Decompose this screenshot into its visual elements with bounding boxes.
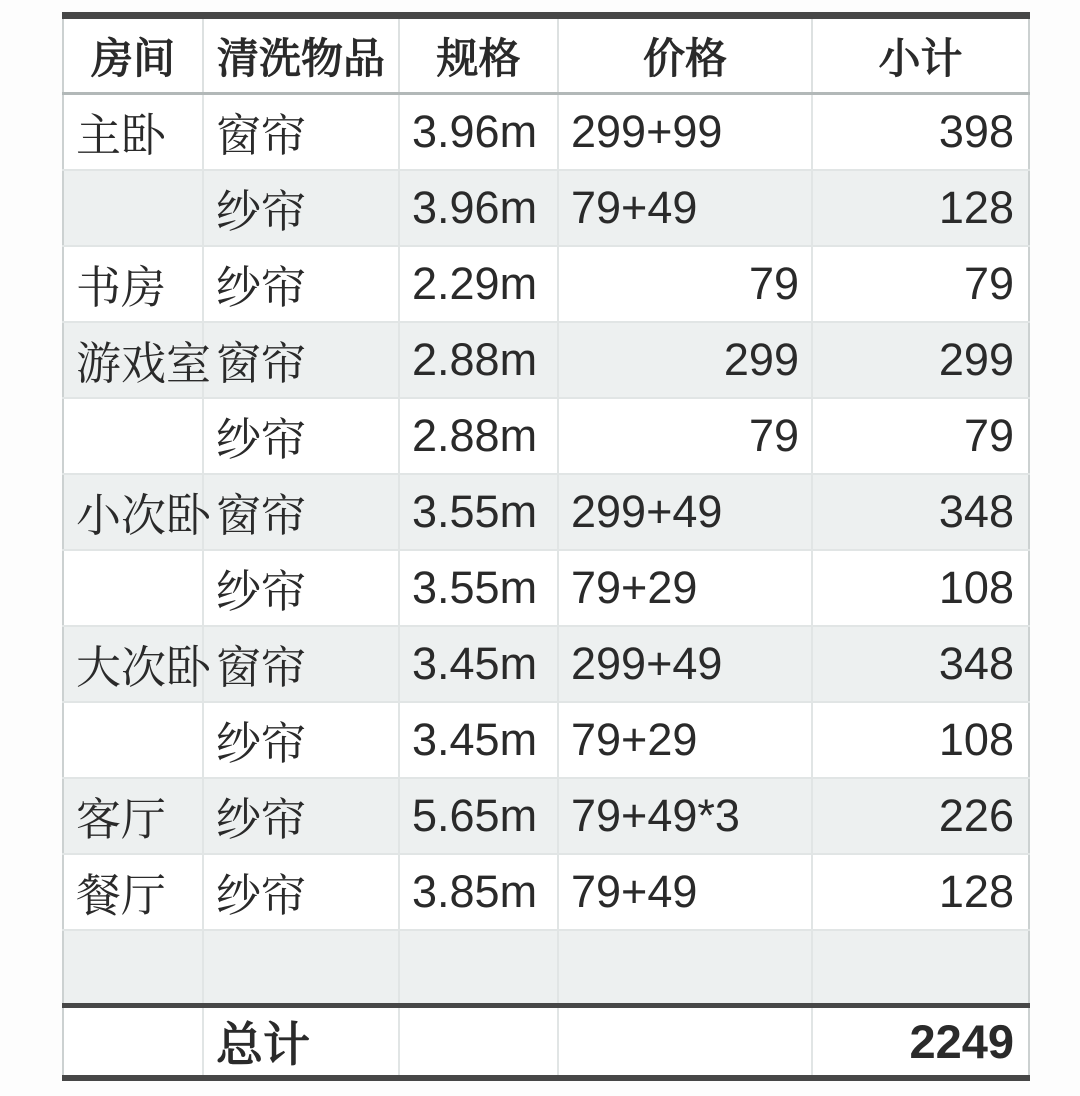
cell-price — [558, 930, 812, 1006]
cell-item — [203, 930, 399, 1006]
cell-room: 书房 — [63, 246, 203, 322]
table-row — [63, 778, 1029, 854]
cell-subtotal: 348 — [812, 626, 1029, 702]
curtain-cleaning-cost-table — [62, 12, 1028, 1081]
total-label: 总计 — [203, 1006, 399, 1079]
cell-room: 客厅 — [63, 778, 203, 854]
table-footer — [63, 1006, 1029, 1079]
cell-price: 79+49*3 — [558, 778, 812, 854]
cell-subtotal: 299 — [812, 322, 1029, 398]
total-row — [63, 1006, 1029, 1079]
cell-item: 纱帘 — [203, 246, 399, 322]
table-row — [63, 702, 1029, 778]
cell-item: 纱帘 — [203, 778, 399, 854]
cell-item: 窗帘 — [203, 474, 399, 550]
cell-item: 纱帘 — [203, 550, 399, 626]
cell-subtotal: 108 — [812, 702, 1029, 778]
table-header — [63, 16, 1029, 94]
cell-price: 299+49 — [558, 474, 812, 550]
cell-room — [63, 398, 203, 474]
cell-room: 游戏室 — [63, 322, 203, 398]
cell-subtotal — [812, 930, 1029, 1006]
cell-spec: 3.45m — [399, 702, 558, 778]
cell-price: 79+29 — [558, 550, 812, 626]
col-header-spec: 规格 — [399, 16, 558, 94]
cell-price: 79 — [558, 398, 812, 474]
cell-price: 79 — [558, 246, 812, 322]
cell-item: 纱帘 — [203, 702, 399, 778]
cell-room — [63, 702, 203, 778]
col-header-subtotal: 小计 — [812, 16, 1029, 94]
data-table — [62, 12, 1030, 1081]
cell-subtotal: 348 — [812, 474, 1029, 550]
cell-spec: 2.88m — [399, 398, 558, 474]
total-empty-spec — [399, 1006, 558, 1079]
table-row — [63, 854, 1029, 930]
table-row — [63, 170, 1029, 246]
cell-spec — [399, 930, 558, 1006]
col-header-item: 清洗物品 — [203, 16, 399, 94]
header-row — [63, 16, 1029, 94]
cell-subtotal: 226 — [812, 778, 1029, 854]
cell-price: 299+99 — [558, 94, 812, 170]
cell-item: 窗帘 — [203, 94, 399, 170]
cell-room: 餐厅 — [63, 854, 203, 930]
cell-room: 大次卧 — [63, 626, 203, 702]
cell-room — [63, 550, 203, 626]
table-row — [63, 626, 1029, 702]
cell-spec: 2.29m — [399, 246, 558, 322]
cell-subtotal: 79 — [812, 398, 1029, 474]
cell-subtotal: 79 — [812, 246, 1029, 322]
col-header-room: 房间 — [63, 16, 203, 94]
cell-spec: 3.96m — [399, 94, 558, 170]
cell-price: 79+49 — [558, 170, 812, 246]
cell-price: 79+29 — [558, 702, 812, 778]
table-row — [63, 930, 1029, 1006]
table-row — [63, 474, 1029, 550]
cell-room: 小次卧 — [63, 474, 203, 550]
table-body — [63, 94, 1029, 1006]
table-row — [63, 550, 1029, 626]
cell-subtotal: 398 — [812, 94, 1029, 170]
cell-spec: 3.96m — [399, 170, 558, 246]
table-row — [63, 398, 1029, 474]
cell-room: 主卧 — [63, 94, 203, 170]
cell-spec: 3.45m — [399, 626, 558, 702]
cell-price: 299+49 — [558, 626, 812, 702]
cell-room — [63, 930, 203, 1006]
table-row — [63, 322, 1029, 398]
col-header-price: 价格 — [558, 16, 812, 94]
cell-room — [63, 170, 203, 246]
cell-subtotal: 128 — [812, 854, 1029, 930]
cell-spec: 3.85m — [399, 854, 558, 930]
table-row — [63, 246, 1029, 322]
cell-subtotal: 108 — [812, 550, 1029, 626]
cell-item: 纱帘 — [203, 398, 399, 474]
cell-item: 纱帘 — [203, 854, 399, 930]
cell-item: 纱帘 — [203, 170, 399, 246]
cell-price: 299 — [558, 322, 812, 398]
cell-spec: 5.65m — [399, 778, 558, 854]
cell-item: 窗帘 — [203, 626, 399, 702]
cell-item: 窗帘 — [203, 322, 399, 398]
cell-spec: 3.55m — [399, 474, 558, 550]
table-row — [63, 94, 1029, 170]
total-value: 2249 — [812, 1006, 1029, 1079]
total-empty-room — [63, 1006, 203, 1079]
cell-price: 79+49 — [558, 854, 812, 930]
cell-subtotal: 128 — [812, 170, 1029, 246]
total-empty-price — [558, 1006, 812, 1079]
cell-spec: 3.55m — [399, 550, 558, 626]
cell-spec: 2.88m — [399, 322, 558, 398]
